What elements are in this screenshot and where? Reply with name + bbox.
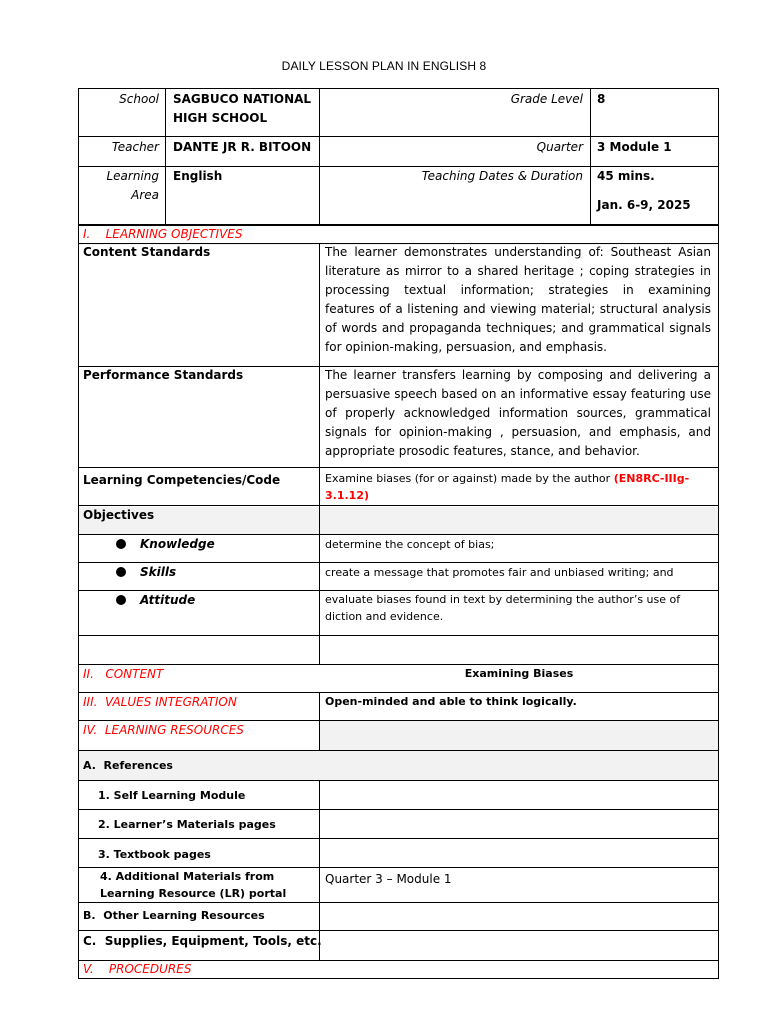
objectives-label: Objectives: [83, 508, 155, 522]
ref-learners-materials: 2. Learner’s Materials pages: [98, 818, 276, 831]
learning-competencies-label: Learning Competencies/Code: [83, 473, 281, 487]
section-learning-objectives: I. LEARNING OBJECTIVES: [83, 227, 243, 241]
objective-knowledge: [116, 535, 316, 554]
bullet-icon: [116, 567, 126, 577]
section-content: II. CONTENT: [83, 667, 164, 681]
bullet-icon: [116, 539, 126, 549]
attitude-text: evaluate biases found in text by determining the author’s use of diction and evidence.: [325, 593, 681, 623]
skills-label: Skills: [140, 565, 177, 579]
bullet-icon: [116, 595, 126, 605]
grade-level-value: 8: [597, 92, 606, 106]
knowledge-text: determine the concept of bias;: [325, 538, 495, 551]
section-learning-resources: IV. LEARNING RESOURCES: [83, 723, 244, 737]
skills-text: create a message that promotes fair and unbiased writing; and: [325, 566, 674, 579]
section-procedures: V. PROCEDURES: [83, 962, 192, 976]
ref-self-learning-module: 1. Self Learning Module: [98, 789, 246, 802]
teaching-dates-label: Teaching Dates & Duration: [421, 169, 583, 183]
ref-additional-materials: 4. Additional Materials from Learning Resource (LR) portal: [100, 870, 287, 900]
objective-attitude: [116, 591, 316, 610]
performance-standards-text: The learner transfers learning by composing and delivering a persuasive speech based on an informative essay featuring use of properly acknowledged information sources, grammatical signals for opinion-making , persuasion, and emphasis, and appropriate prosodic features, stance, and behavior.: [325, 368, 711, 458]
teacher-value: DANTE JR R. BITOON: [173, 140, 312, 154]
learning-competencies-text: Examine biases (for or against) made by the author: [325, 472, 611, 485]
duration-value: 45 mins.: [597, 169, 655, 183]
page-title: DAILY LESSON PLAN IN ENGLISH 8: [281, 59, 487, 73]
school-value: SAGBUCO NATIONAL HIGH SCHOOL: [173, 92, 312, 125]
grade-level-label: Grade Level: [510, 92, 583, 106]
ref-additional-materials-value: Quarter 3 – Module 1: [325, 872, 452, 886]
learning-area-value: English: [173, 169, 223, 183]
content-standards-text: The learner demonstrates understanding of: Southeast Asian literature as mirror to a shared heritage ; coping strategies in processing textual information; strategies in examining features of a listening and viewing material; structural analysis of words and propaganda techniques; and grammatical signals for opinion-making, persuasion, and emphasis.: [325, 245, 711, 354]
teacher-label: Teacher: [111, 140, 159, 154]
references-label: A. References: [83, 759, 173, 772]
section-values-integration: III. VALUES INTEGRATION: [83, 695, 237, 709]
supplies-label: C. Supplies, Equipment, Tools, etc.: [83, 934, 322, 948]
learning-competencies-value: [325, 470, 715, 504]
objective-skills: [116, 563, 316, 582]
content-standards-label: Content Standards: [83, 245, 211, 259]
competency-code: (EN8RC-IIIg-3.1.12): [325, 472, 690, 502]
values-integration-value: Open-minded and able to think logically.: [325, 695, 577, 708]
other-learning-resources-label: B. Other Learning Resources: [83, 909, 265, 922]
performance-standards-label: Performance Standards: [83, 368, 244, 382]
attitude-label: Attitude: [140, 593, 196, 607]
school-label: School: [119, 92, 159, 106]
teaching-dates-value: Jan. 6-9, 2025: [597, 198, 691, 212]
quarter-label: Quarter: [536, 140, 583, 154]
ref-textbook-pages: 3. Textbook pages: [98, 848, 211, 861]
knowledge-label: Knowledge: [140, 537, 215, 551]
quarter-value: 3 Module 1: [597, 140, 672, 154]
learning-area-label: Learning Area: [106, 169, 159, 202]
content-value: Examining Biases: [464, 667, 574, 680]
